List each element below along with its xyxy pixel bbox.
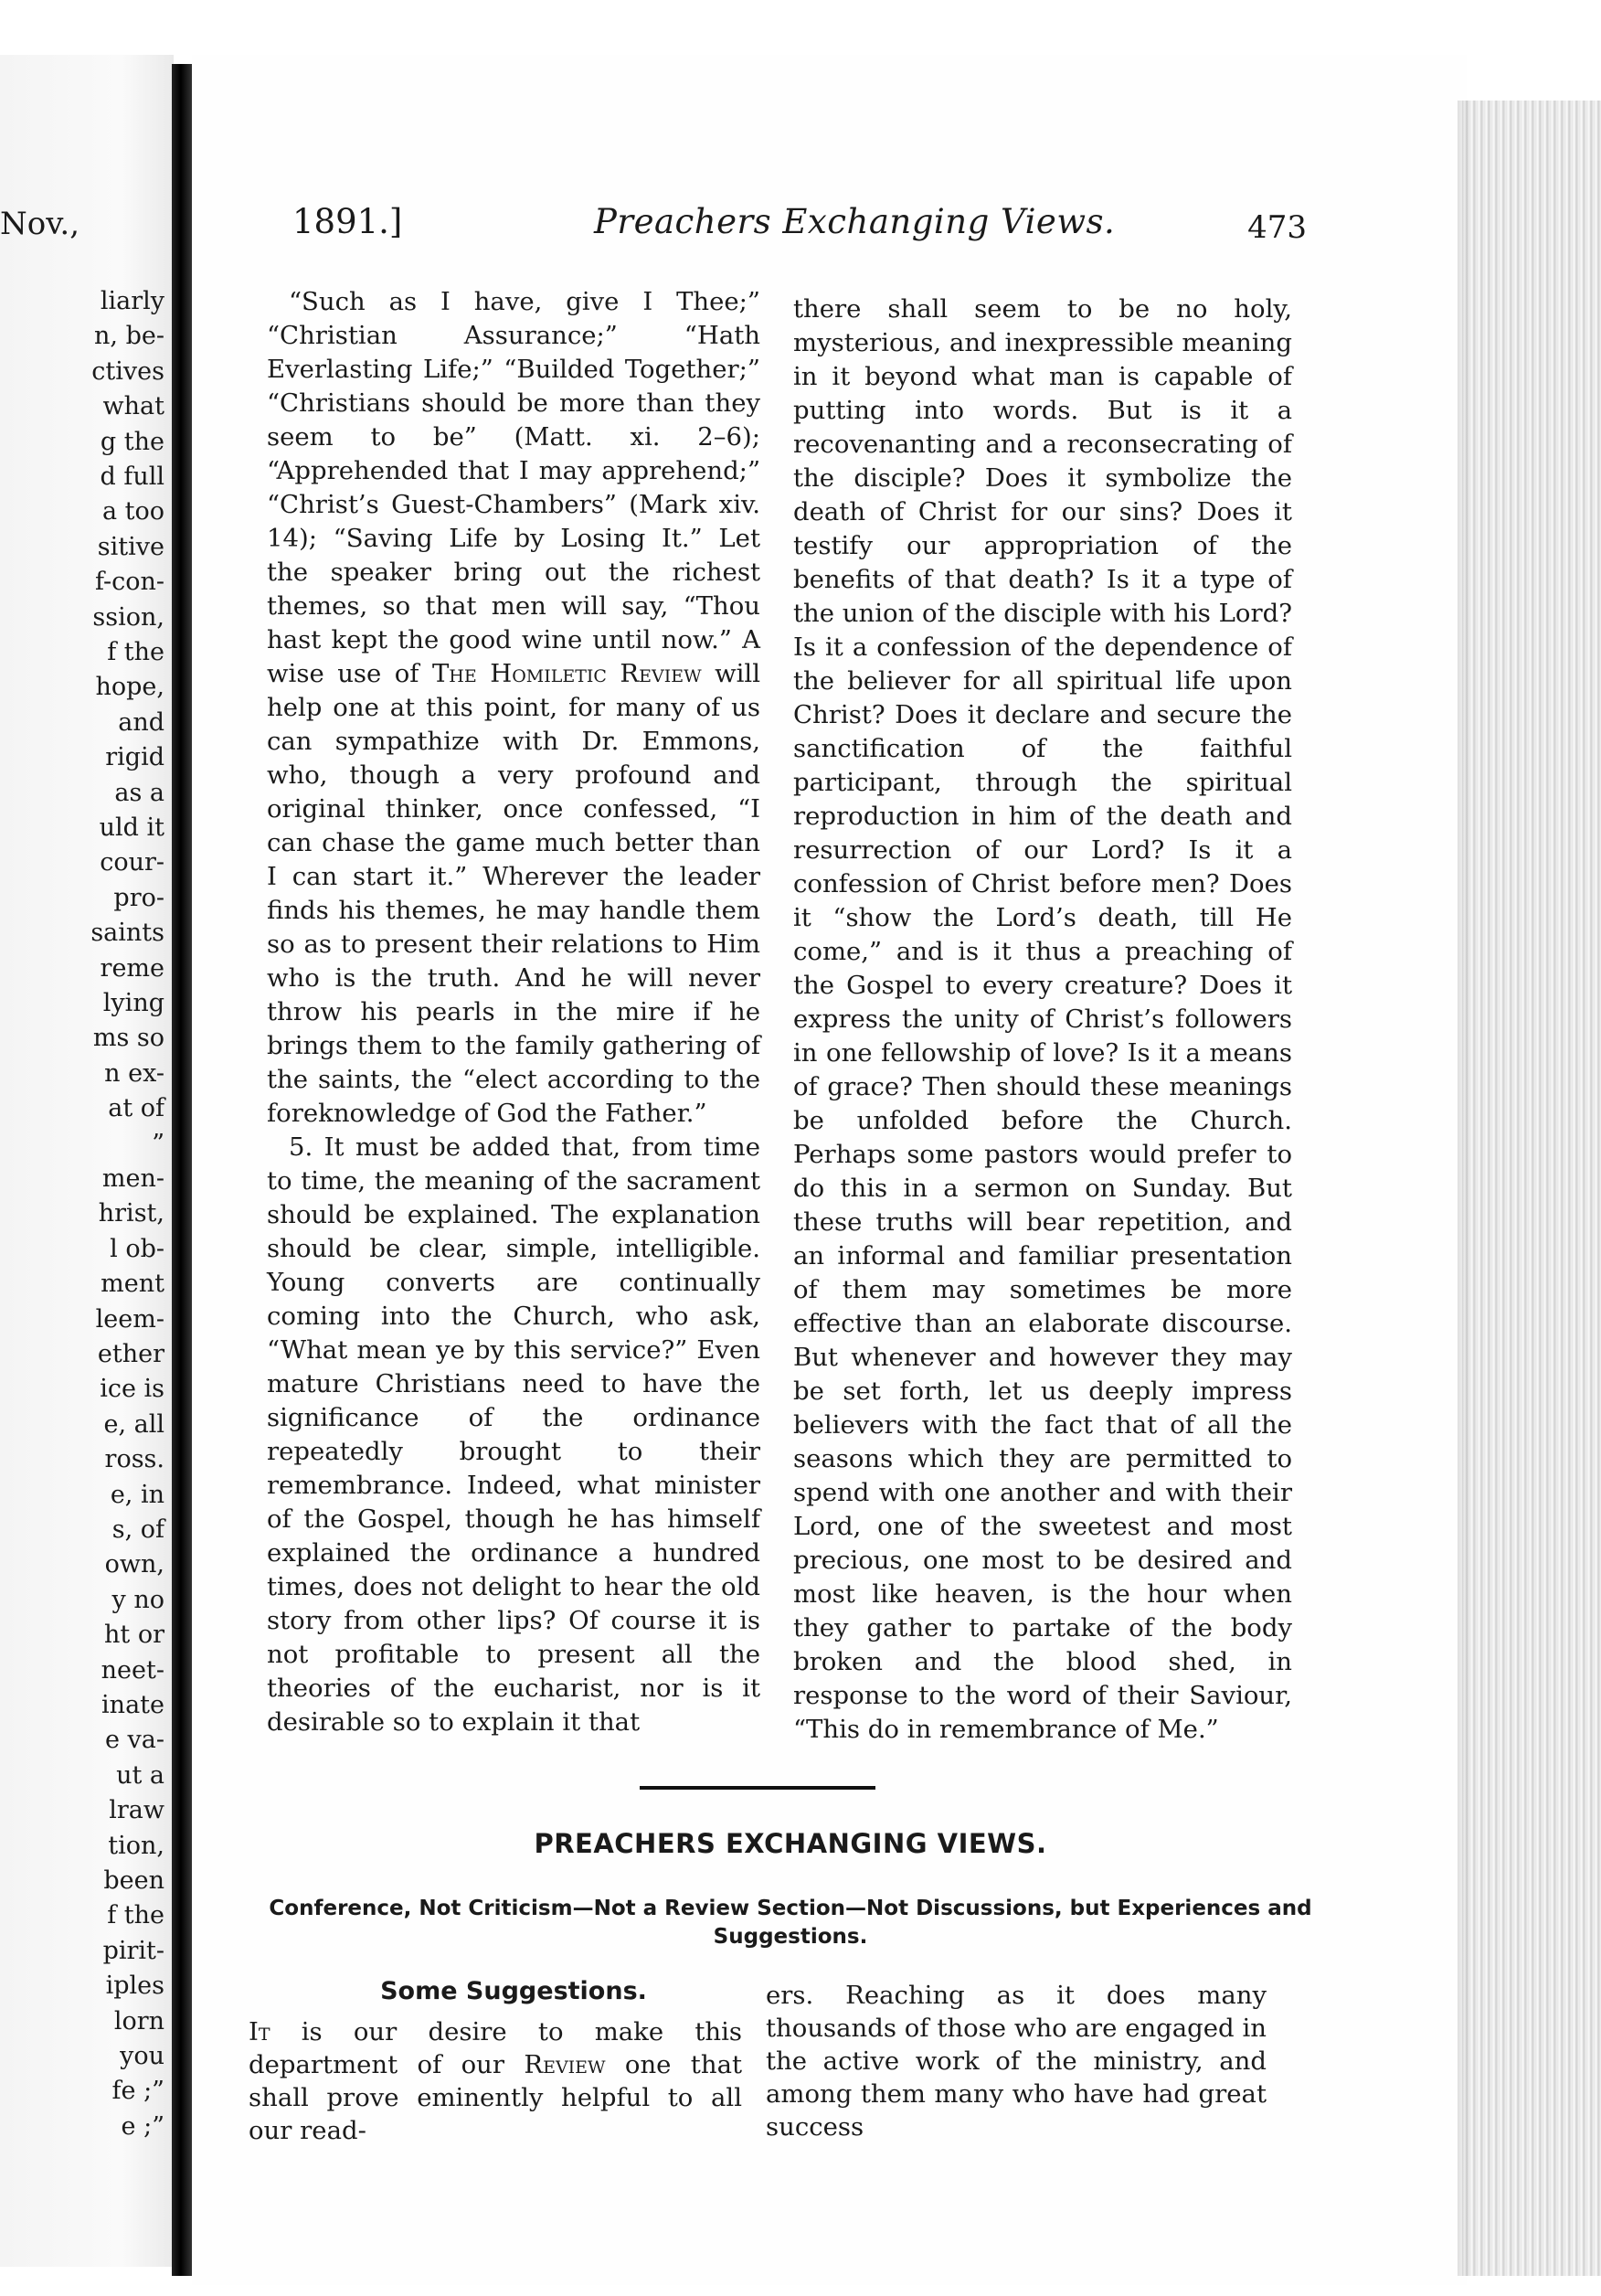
facing-page-fragment: a too	[101, 497, 164, 526]
facing-page-fragment: f the	[107, 1901, 164, 1930]
page-number: 473	[1247, 209, 1307, 246]
section-subtitle: Conference, Not Criticism—Not a Review Section—Not Discussions, but Experiences and Suggestions.	[269, 1897, 1312, 1949]
facing-page-fragment: neet-	[101, 1655, 164, 1685]
section-left-column	[249, 2015, 742, 2147]
facing-page-fragment: pirit-	[102, 1936, 164, 1965]
facing-page-fragment: f the	[107, 638, 164, 666]
facing-page-fragment: iples	[105, 1972, 164, 2001]
facing-page-fragment: what	[102, 392, 164, 421]
facing-page-fragment: l ob-	[110, 1234, 164, 1263]
facing-page-fragment: at of	[108, 1094, 164, 1123]
facing-page-fragment: sitive	[97, 532, 164, 561]
facing-page-fragment: tion,	[108, 1831, 164, 1860]
section-title: PREACHERS EXCHANGING VIEWS.	[534, 1828, 1047, 1859]
facing-page-fragment: ctives	[91, 356, 164, 386]
facing-page-fragment: ht or	[104, 1621, 164, 1650]
facing-page-fragment: cour-	[100, 848, 164, 877]
facing-page-fragment: pro-	[113, 883, 164, 912]
facing-page-fragment: ms so	[92, 1024, 164, 1053]
running-header	[292, 197, 1307, 251]
page-edges	[1462, 101, 1601, 2276]
facing-page-fragment: ment	[101, 1270, 164, 1299]
facing-page-header: Nov.,	[0, 206, 80, 242]
page-edge-shadow	[1458, 101, 1470, 2276]
facing-page-fragment: saints	[90, 919, 164, 948]
facing-page-fragment: e, all	[103, 1409, 164, 1439]
facing-page-fragment: n ex-	[104, 1058, 164, 1088]
facing-page-fragment: rigid	[105, 743, 164, 772]
facing-page-fragment: lying	[102, 989, 164, 1017]
section-right-paragraph: ers. Reaching as it does many thousands of those who are engaged in the active work of the ministry, and among them many who have had great success	[766, 1981, 1267, 2142]
facing-page-fragment: y no	[111, 1585, 164, 1614]
review-word: Review	[524, 2050, 606, 2079]
facing-page-fragment: leem-	[95, 1304, 164, 1334]
facing-page-fragment: own,	[104, 1550, 164, 1579]
facing-page-fragment: hope,	[95, 673, 164, 702]
facing-page-fragment: ssion,	[92, 602, 164, 632]
left-paragraph-1	[267, 285, 760, 1131]
facing-page-fragment: lraw	[109, 1796, 164, 1825]
header-year: 1891.]	[292, 202, 403, 241]
facing-page-fragment: ether	[97, 1340, 164, 1368]
facing-page-fragment: n, be-	[94, 322, 164, 351]
header-title: Preachers Exchanging Views.	[594, 202, 1116, 241]
facing-page-fragment: uld it	[99, 813, 164, 842]
facing-page-fragment: g the	[100, 427, 164, 456]
facing-page-fragment: e va-	[104, 1726, 164, 1755]
facing-page-fragment: lorn	[113, 2006, 164, 2036]
subsection-heading: Some Suggestions.	[380, 1977, 647, 2005]
book-gutter	[172, 64, 192, 2276]
left-p1-text-b: will help one at this point, for many of us can sympathize with Dr. Emmons, who, though a very profound and original thinker, once confessed, “I can chase the game much better than I can start it.” Wherever the leader finds his themes, he may handle them so as to present their relations to Him who is the truth. And he will never throw his pearls in the mire if he brings them to the family gathering of the saints, the “elect according to the foreknowledge of God the Father.”	[267, 659, 761, 1128]
facing-page-fragment: inate	[101, 1691, 164, 1719]
facing-page-fragment: as a	[114, 778, 164, 807]
facing-page-fragment: ”	[152, 1129, 164, 1158]
section-left-text-b: one that shall prove eminently helpful to all our read-	[249, 2050, 743, 2145]
left-column	[267, 285, 760, 1739]
lead-word: It	[249, 2017, 270, 2046]
facing-page-fragment: been	[103, 1866, 164, 1895]
facing-page-fragment: and	[118, 707, 164, 737]
right-paragraph-1: there shall seem to be no holy, mysterious, and inexpressible meaning in it beyond what man is capable of putting into words. But is it a recovenanting and a reconsecrating of the disciple? Does it symbolize the death of Christ for our sins? Does it testify our appropriation of the benefits of that death? Is it a type of the union of the disciple with his Lord? Is it a confession of the dependence of the believer for all spiritual life upon Christ? Does it declare and secure the sanctification of the faithful participant, through the spiritual reproduction in him of the death and resurrection of our Lord? Is it a confession of Christ before men? Does it “show the Lord’s death, till He come,” and is it thus a preaching of the Gospel to every creature? Does it express the unity of Christ’s followers in one fellowship of love? Is it a means of grace? Then should these meanings be unfolded before the Church. Perhaps some pastors would prefer to do this in a sermon on Sunday. But these truths will bear repetition, and an informal and familiar presentation of them may sometimes be more effective than an elaborate discourse. But whenever and however they may be set forth, let us deeply impress believers with the fact that of all the seasons which they are permitted to spend with one another and with their Lord, one of the sweetest and most precious, one most to be desired and most like heaven, is the hour when they gather to partake of the body broken and the blood shed, in response to the word of their Saviour, “This do in remembrance of Me.”	[793, 294, 1292, 1744]
section-left-paragraph	[249, 2015, 742, 2147]
facing-page-fragment: reme	[100, 953, 164, 983]
facing-page-fragment: liarly	[100, 287, 164, 315]
section-right-column	[766, 1979, 1267, 2143]
facing-page-fragment: ross.	[104, 1445, 164, 1474]
facing-page-fragment: e ;”	[121, 2111, 164, 2141]
facing-page-fragment: s, of	[111, 1515, 164, 1544]
facing-page-fragment: ut a	[116, 1760, 164, 1790]
facing-page-fragment: you	[120, 2042, 164, 2070]
review-title: The Homiletic Review	[431, 659, 702, 688]
facing-page-fragment: men-	[101, 1164, 164, 1193]
section-left-text-a: is our desire to make this department of our	[249, 2017, 742, 2079]
facing-page-fragment: ice is	[100, 1375, 164, 1404]
facing-page-fragment: hrist,	[98, 1199, 164, 1228]
left-paragraph-2: 5. It must be added that, from time to time, the meaning of the sacrament should be explained. The explanation should be clear, simple, intelligible. Young converts are continually coming into the Church, who ask, “What mean ye by this service?” Even mature Christians need to have the significance of the ordinance repeatedly brought to their remembrance. Indeed, what minister of the Gospel, though he has himself explained the ordinance a hundred times, does not delight to hear the old story from other lips? Of course it is not profitable to present all the theories of the eucharist, nor is it desirable so to explain it that	[267, 1132, 760, 1737]
facing-page-fragment: f-con-	[94, 568, 164, 597]
facing-page	[0, 55, 174, 2267]
left-p1-text-a: “Such as I have, give I Thee;” “Christian Assurance;” “Hath Everlasting Life;” “Builded Together;” “Christians should be more than they seem to be” (Matt. xi. 2–6); “Apprehended that I may apprehend;” “Christ’s Guest-Chambers” (Mark xiv. 14); “Saving Life by Losing It.” Let the speaker bring out the richest themes, so that men will say, “Thou hast kept the good wine until now.” A wise use of	[267, 287, 760, 688]
right-column	[793, 292, 1292, 1747]
facing-page-fragment: d full	[100, 462, 164, 491]
section-divider	[640, 1786, 875, 1790]
facing-page-fragment: e, in	[110, 1480, 164, 1509]
facing-page-fragment: fe ;”	[111, 2077, 164, 2106]
